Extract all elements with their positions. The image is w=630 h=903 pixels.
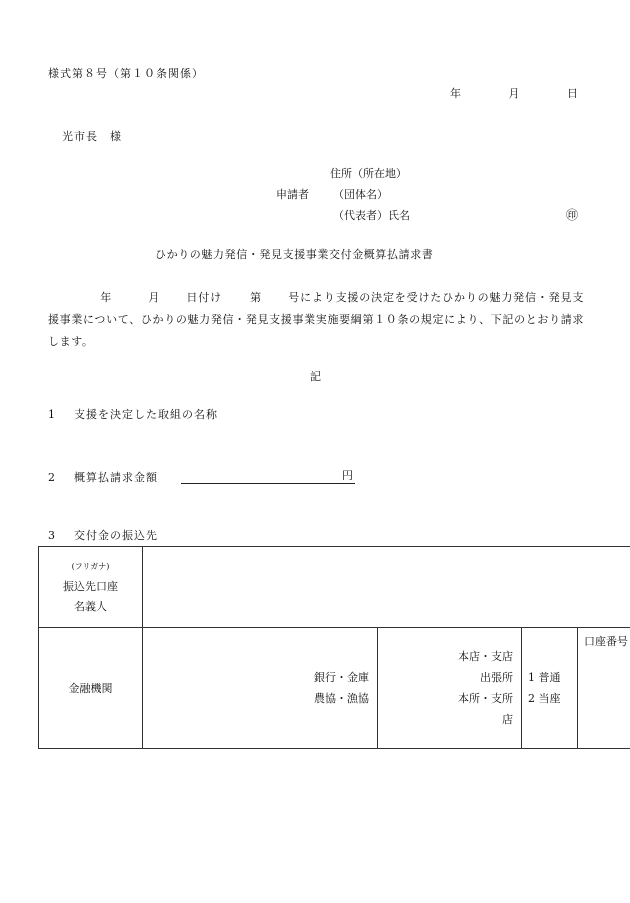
branch-type-line3: 本所・支所	[458, 692, 513, 705]
body-month: 月	[148, 291, 161, 304]
date-day: 日	[567, 87, 578, 100]
branch-type-line4: 店	[502, 713, 513, 726]
furigana-label: (フリガナ)	[71, 562, 110, 571]
bank-name-field[interactable]	[143, 628, 378, 749]
item-2-number: 2	[48, 471, 56, 484]
body-rest: 号により支援の決定を受けたひかりの魅力発信・発見支援事業について、ひかりの魅力発信・発見支援事業実施要綱第１０条の規定により、下記のとおり請求します。	[48, 291, 584, 348]
date-month: 月	[508, 87, 520, 100]
date-line	[450, 88, 578, 99]
applicant-label: 申請者	[276, 188, 309, 201]
account-type-ordinary: 1 普通	[528, 671, 561, 684]
group-name-label: （団体名）	[333, 188, 388, 201]
account-holder-field[interactable]	[143, 547, 630, 628]
form-number: 様式第８号（第１０条関係）	[48, 67, 204, 80]
bank-type-line2: 農協・漁協	[314, 692, 369, 705]
item-2	[48, 472, 158, 483]
bank-account-table	[38, 546, 630, 749]
body-day-dated: 日付け	[186, 291, 222, 304]
institution-label-cell	[39, 628, 143, 749]
account-number-label: 口座番号	[584, 635, 628, 648]
representative-name-label: （代表者）氏名	[333, 209, 410, 222]
bank-type-line1: 銀行・金庫	[314, 671, 369, 684]
date-year: 年	[450, 87, 461, 100]
branch-name-field[interactable]	[378, 628, 522, 749]
item-1-number: 1	[48, 408, 56, 421]
address-label: 住所（所在地）	[330, 167, 407, 180]
ki-heading: 記	[310, 370, 321, 383]
account-holder-label-line1: 振込先口座	[63, 580, 118, 593]
body-paragraph	[48, 287, 584, 353]
item-3-label: 交付金の振込先	[74, 529, 158, 542]
item-1	[48, 409, 218, 420]
item-3-number: 3	[48, 529, 56, 542]
account-type-cell[interactable]	[522, 628, 578, 749]
item-3	[48, 530, 158, 541]
seal-mark: ㊞	[566, 208, 579, 222]
addressee: 光市長 様	[62, 130, 122, 143]
branch-type-line2: 出張所	[480, 671, 513, 684]
institution-label: 金融機関	[68, 682, 113, 695]
body-year: 年	[100, 291, 113, 304]
amount-input-line[interactable]	[181, 466, 355, 484]
account-number-cell[interactable]	[578, 628, 630, 749]
account-type-current: 2 当座	[528, 692, 561, 705]
item-1-label: 支援を決定した取組の名称	[74, 408, 218, 421]
account-holder-label-cell	[39, 547, 143, 628]
item-2-label: 概算払請求金額	[74, 471, 158, 484]
account-holder-label-line2: 名義人	[74, 600, 107, 613]
branch-type-line1: 本店・支店	[458, 650, 513, 663]
amount-unit: 円	[342, 469, 353, 482]
body-dai: 第	[249, 291, 262, 304]
document-title: ひかりの魅力発信・発見支援事業交付金概算払請求書	[155, 248, 434, 261]
